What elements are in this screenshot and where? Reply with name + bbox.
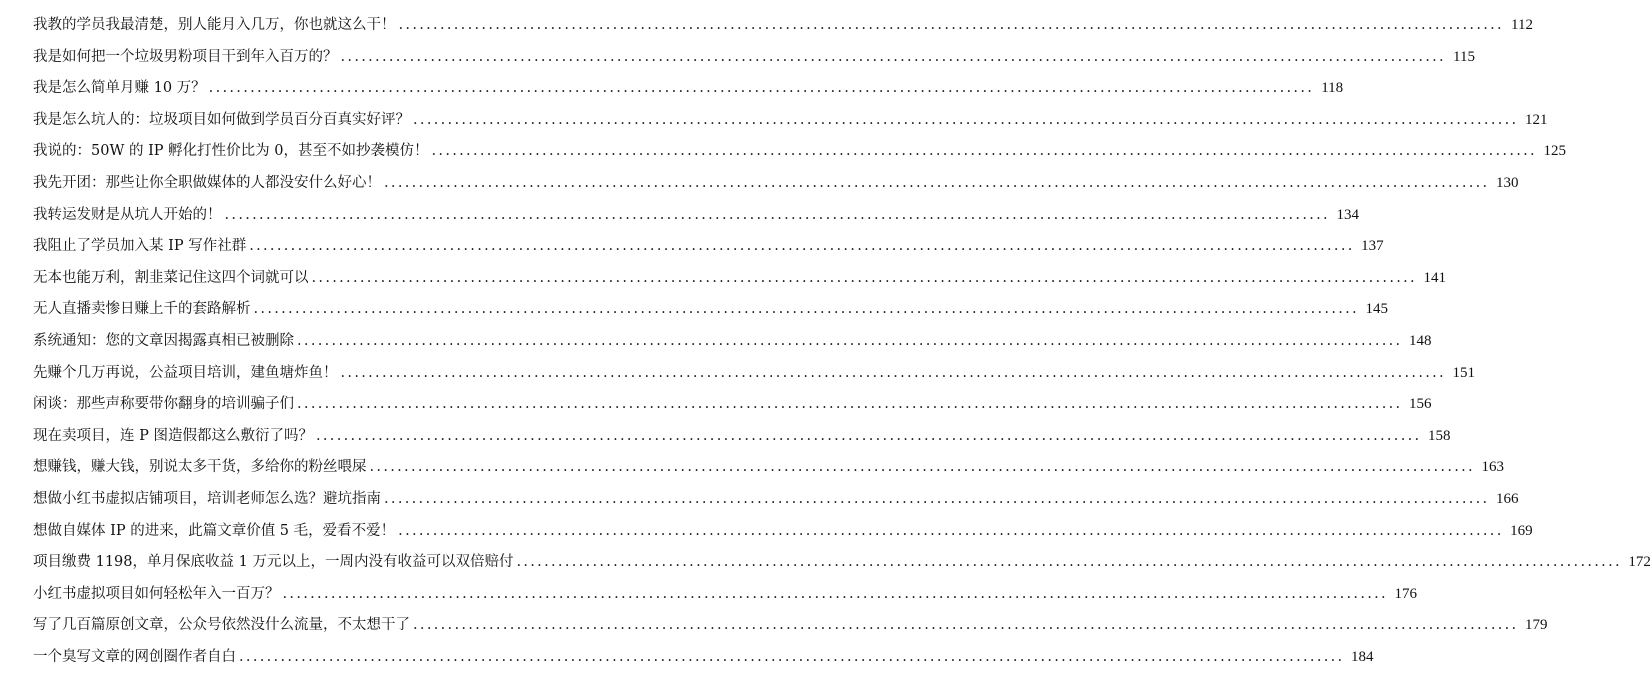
toc-entry-page: 148 <box>1408 332 1432 349</box>
dot-leader: ................................................................................................................................................................ <box>398 17 1504 33</box>
toc-entry-title: 无本也能万利，割韭菜记住这四个词就可以 <box>33 269 309 286</box>
toc-entry[interactable] <box>33 358 1475 390</box>
toc-entry-title: 我教的学员我最清楚，别人能月入几万，你也就这么干！ <box>33 17 396 33</box>
dot-leader: ................................................................................................................................................................ <box>282 585 1388 602</box>
toc-entry-page: 112 <box>1511 17 1533 33</box>
toc-entry-page: 141 <box>1423 269 1446 286</box>
toc-entry-title: 想做自媒体 IP 的进来，此篇文章价值 5 毛，爱看不爱！ <box>33 522 396 539</box>
toc-entry-page: 121 <box>1524 111 1548 128</box>
toc-entry[interactable] <box>33 231 1384 263</box>
toc-entry[interactable] <box>33 547 1651 579</box>
toc-entry-title: 现在卖项目，连 P 图造假都这么敷衍了吗？ <box>33 427 313 444</box>
dot-leader: ................................................................................................................................................................ <box>516 554 1622 571</box>
toc-entry-page: 118 <box>1321 80 1344 97</box>
dot-leader: ................................................................................................................................................................ <box>224 206 1330 223</box>
dot-leader: ................................................................................................................................................................ <box>239 648 1345 665</box>
toc-entry[interactable] <box>33 105 1548 137</box>
dot-leader: ................................................................................................................................................................ <box>413 617 1519 634</box>
toc-entry-title: 我说的：50W 的 IP 孵化打性价比为 0，甚至不如抄袭模仿！ <box>33 143 429 160</box>
toc-entry-title: 我是如何把一个垃圾男粉项目干到年入百万的？ <box>33 48 338 65</box>
dot-leader: ................................................................................................................................................................ <box>297 396 1403 413</box>
toc-entry-title: 想赚钱，赚大钱，别说太多干货，多给你的粉丝喂屎 <box>33 459 367 476</box>
toc-entry-page: 151 <box>1452 364 1475 381</box>
toc-entry[interactable] <box>33 389 1432 421</box>
toc-entry[interactable] <box>33 484 1519 516</box>
toc-entry-title: 想做小红书虚拟店铺项目，培训老师怎么选？避坑指南 <box>33 490 381 507</box>
toc-entry-page: 184 <box>1350 648 1374 665</box>
toc-entry-page: 145 <box>1365 301 1388 318</box>
toc-entry[interactable] <box>33 452 1504 484</box>
toc-entry[interactable] <box>33 73 1344 105</box>
table-of-contents <box>33 10 1651 673</box>
dot-leader: ................................................................................................................................................................ <box>340 364 1446 381</box>
toc-entry-title: 一个臭写文章的网创圈作者自白 <box>33 648 236 665</box>
toc-entry-title: 系统通知：您的文章因揭露真相已被删除 <box>33 332 294 349</box>
toc-entry-title: 小红书虚拟项目如何轻松年入一百万？ <box>33 585 280 602</box>
toc-entry-title: 写了几百篇原创文章，公众号依然没什么流量，不太想干了 <box>33 617 410 634</box>
dot-leader: ................................................................................................................................................................ <box>384 174 1490 191</box>
toc-entry-page: 156 <box>1408 396 1432 413</box>
toc-entry-title: 我阻止了学员加入某 IP 写作社群 <box>33 238 247 255</box>
dot-leader: ................................................................................................................................................................ <box>413 111 1519 128</box>
toc-entry-page: 166 <box>1495 490 1519 507</box>
toc-entry[interactable] <box>33 421 1451 453</box>
dot-leader: ................................................................................................................................................................ <box>384 490 1490 507</box>
toc-entry[interactable] <box>33 263 1446 295</box>
dot-leader: ................................................................................................................................................................ <box>249 238 1355 255</box>
toc-entry-title: 我先开团：那些让你全职做媒体的人都没安什么好心！ <box>33 174 381 191</box>
toc-entry[interactable] <box>33 610 1548 642</box>
toc-entry[interactable] <box>33 516 1533 548</box>
toc-entry-title: 闲谈：那些声称要带你翻身的培训骗子们 <box>33 396 294 413</box>
toc-entry-title: 我是怎么坑人的：垃圾项目如何做到学员百分百真实好评？ <box>33 111 410 128</box>
dot-leader: ................................................................................................................................................................ <box>398 522 1504 539</box>
toc-entry-page: 176 <box>1394 585 1417 602</box>
dot-leader: ................................................................................................................................................................ <box>340 48 1446 65</box>
toc-entry[interactable] <box>33 294 1388 326</box>
toc-entry-title: 我转运发财是从坑人开始的！ <box>33 206 222 223</box>
toc-entry-page: 163 <box>1481 459 1504 476</box>
dot-leader: ................................................................................................................................................................ <box>369 459 1475 476</box>
toc-entry-title: 我是怎么简单月赚 10 万？ <box>33 80 206 97</box>
dot-leader: ................................................................................................................................................................ <box>208 80 1315 97</box>
toc-entry-page: 130 <box>1495 174 1519 191</box>
toc-entry[interactable] <box>33 326 1432 358</box>
toc-entry[interactable] <box>33 42 1475 74</box>
toc-entry-page: 125 <box>1543 143 1566 160</box>
toc-entry[interactable] <box>33 642 1374 674</box>
toc-entry[interactable] <box>33 579 1417 611</box>
dot-leader: ................................................................................................................................................................ <box>297 332 1403 349</box>
toc-entry[interactable] <box>33 136 1566 168</box>
toc-entry-page: 115 <box>1453 48 1475 65</box>
toc-entry-page: 172 <box>1628 554 1651 571</box>
dot-leader: ................................................................................................................................................................ <box>431 143 1537 160</box>
toc-entry[interactable] <box>33 10 1533 42</box>
toc-entry-title: 先赚个几万再说，公益项目培训，建鱼塘炸鱼！ <box>33 364 338 381</box>
dot-leader: ................................................................................................................................................................ <box>315 427 1422 444</box>
dot-leader: ................................................................................................................................................................ <box>253 301 1359 318</box>
toc-entry-page: 179 <box>1524 617 1548 634</box>
toc-entry[interactable] <box>33 200 1359 232</box>
toc-entry[interactable] <box>33 168 1519 200</box>
toc-entry-page: 134 <box>1336 206 1359 223</box>
toc-entry-title: 无人直播卖惨日赚上千的套路解析 <box>33 301 251 318</box>
toc-entry-page: 169 <box>1510 522 1533 539</box>
toc-entry-page: 137 <box>1361 238 1384 255</box>
dot-leader: ................................................................................................................................................................ <box>311 269 1417 286</box>
toc-entry-title: 项目缴费 1198，单月保底收益 1 万元以上，一周内没有收益可以双倍赔付 <box>33 554 514 571</box>
toc-entry-page: 158 <box>1427 427 1451 444</box>
